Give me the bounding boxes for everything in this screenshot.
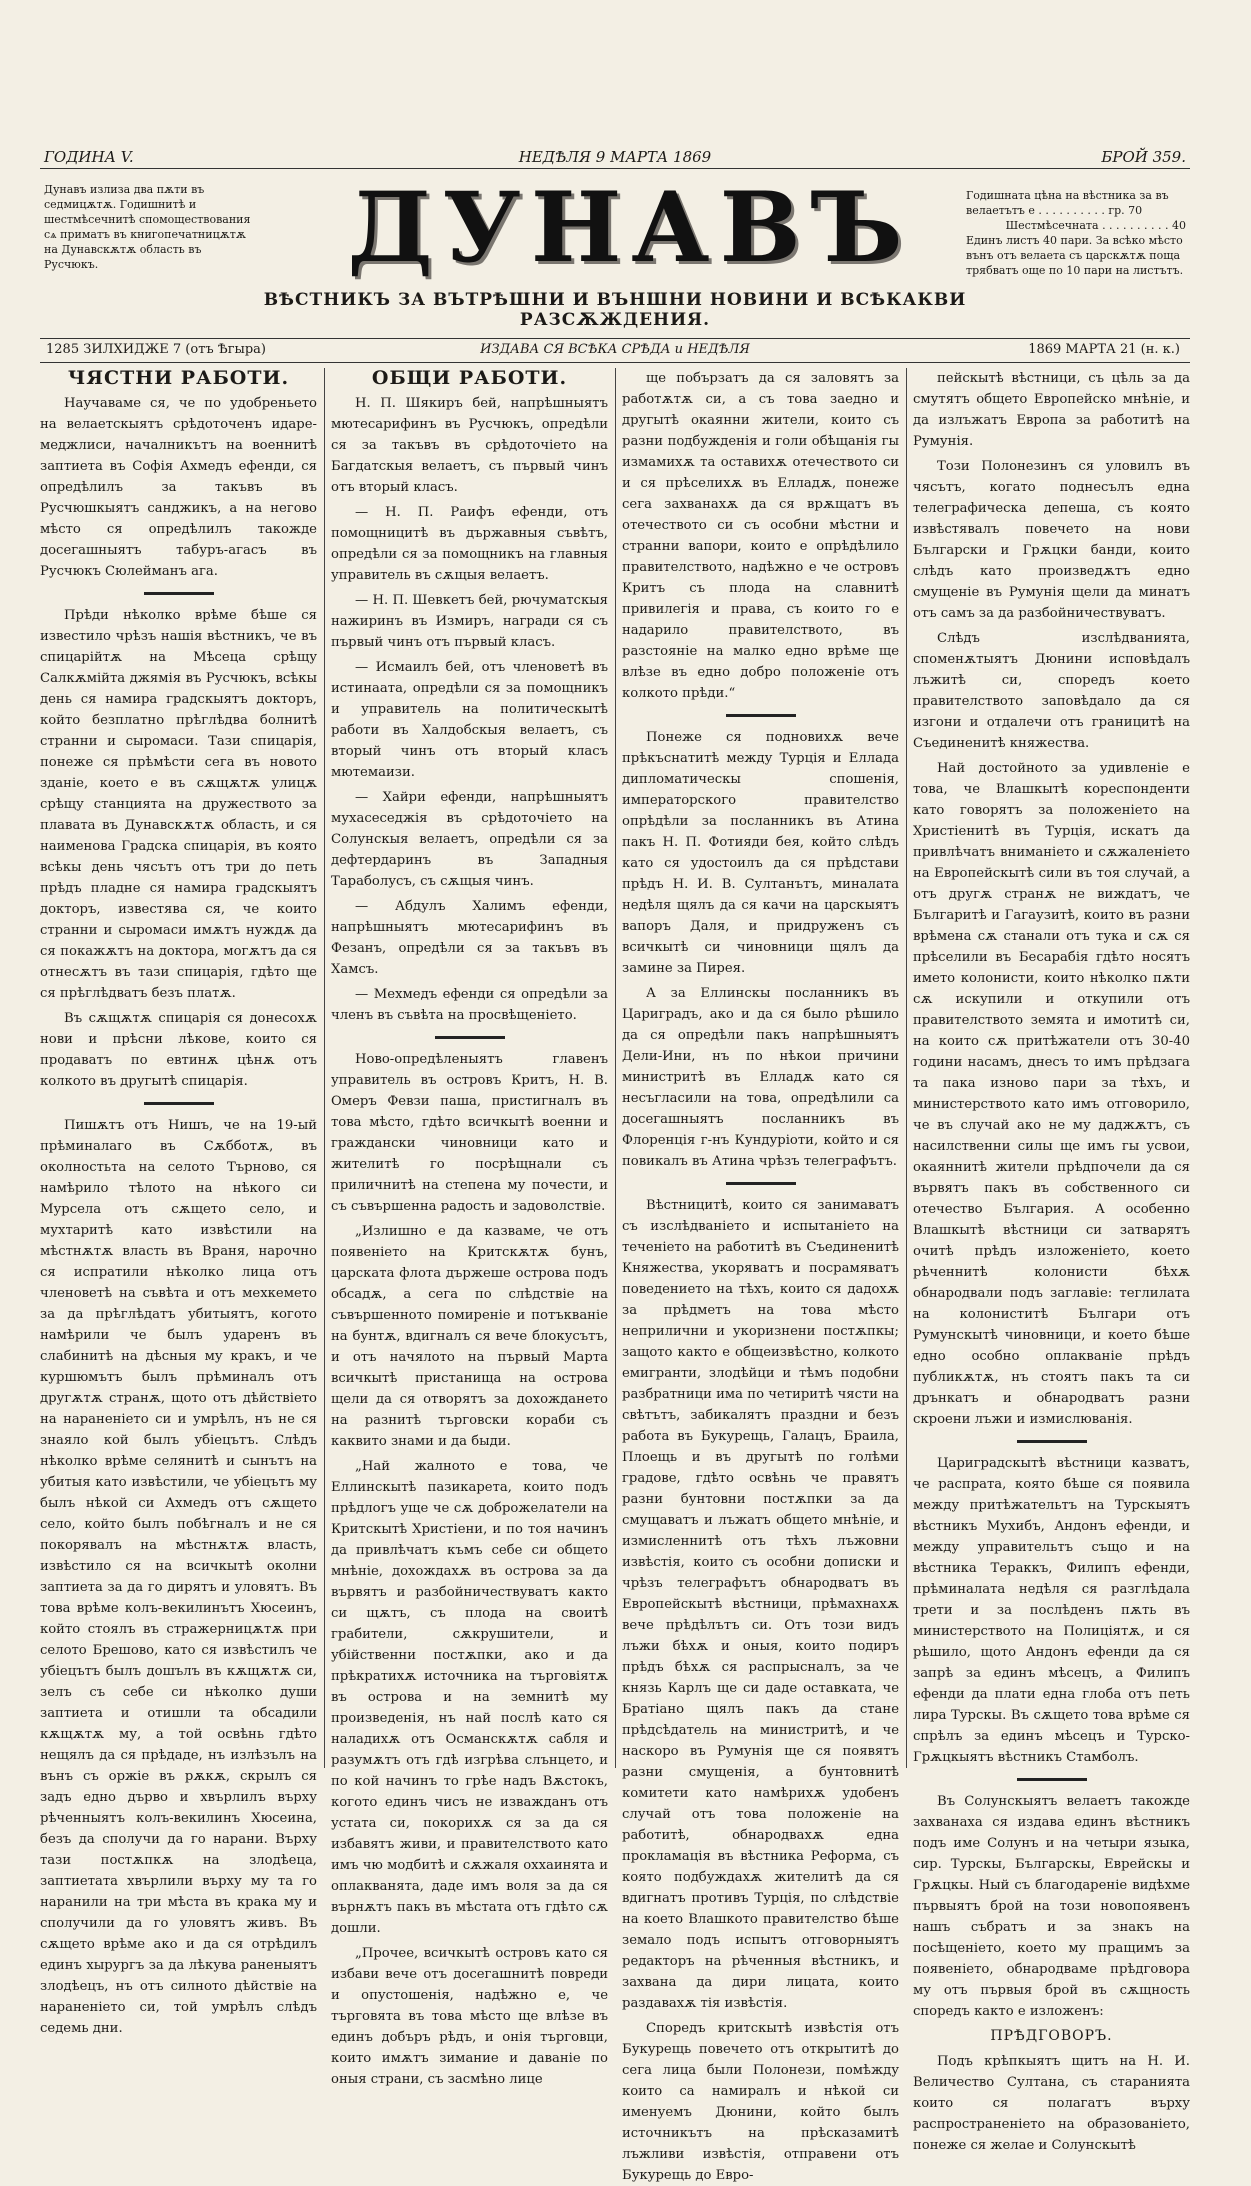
newspaper-title: ДУНАВЪ — [347, 171, 913, 284]
separator — [1017, 1778, 1087, 1781]
paragraph: — Н. П. Шевкетъ бей, рючуматскыя нажиринъ въ Измиръ, награди ся съ първый чинъ отъ първый класъ. — [331, 593, 608, 650]
paragraph: — Мехмедъ ефенди ся опредѣли за членъ въ съвѣта на просвѣщеніето. — [331, 987, 608, 1023]
section-heading: ЧЯСТНИ РАБОТИ. — [67, 367, 290, 389]
separator — [435, 1036, 505, 1039]
paragraph: — Исмаилъ бей, отъ членоветѣ въ истинаата, опредѣли ся за помощникъ и управитель на политическытѣ работи въ Халдобскыя велаетъ, съ вторый чинъ отъ вторый класъ мютемаизи. — [331, 660, 608, 780]
price-half-year: Шестмѣсечната . . . . . . . . . . 40 — [1005, 219, 1186, 232]
gregorian-date: 1869 МАРТА 21 (н. к.) — [1028, 342, 1180, 357]
paragraph: — Хайри ефенди, напрѣшныятъ мухасеседжія въ срѣдоточіето на Солунскыя велаетъ, опредѣли ся за дефтердаринъ въ Западныя Тараболусъ, съ сѫщыя чинъ. — [331, 790, 608, 889]
paragraph: Този Полонезинъ ся уловилъ въ чясътъ, когато поднесълъ една телеграфическа депеша, съ която извѣстявалъ повечето на нови Български и Грѫцки банди, които слѣдъ като произведѫтъ едно смущеніе въ Румунія щели да минатъ отъ самъ за да разбойничествуватъ. — [913, 459, 1190, 621]
paragraph: Н. П. Шякиръ бей, напрѣшныятъ мютесарифинъ въ Русчюкъ, опредѣли ся за такъвъ въ срѣдоточіето на Багдатскыя велаетъ, съ първый чинъ отъ вторый класъ. — [331, 396, 608, 495]
separator — [726, 714, 796, 717]
paragraph: — Н. П. Раифъ ефенди, отъ помощницитѣ въ държавныя съвѣтъ, опредѣли ся за помощникъ на главныя управитель въ сѫщыя велаетъ. — [331, 505, 608, 583]
column-2 — [331, 367, 608, 2087]
paragraph: Споредъ критскытѣ извѣстія отъ Букурещь повечето отъ открытитѣ до сега лица были Полонези, помѣжду които са намиралъ и нѣкой си именуемъ Дюнини, който былъ источникътъ на прѣсказамитѣ лъжливи извѣстія, отправени отъ Букурещь до Евро- — [622, 2021, 899, 2183]
dateline — [40, 338, 1190, 363]
masthead — [280, 171, 980, 288]
column-1 — [40, 367, 317, 2036]
paragraph: Научаваме ся, че по удобреньето на велаетскыятъ срѣдоточенъ идаре-меджлиси, началникътъ на военнитѣ заптиета въ Софія Ахмедъ ефенди, ся опредѣлилъ за такъвъ въ Русчюшкыятъ санджикъ, а на негово мѣсто ся опредѣлилъ такожде досегашныятъ табуръ-агасъ въ Русчюкъ Сюлейманъ ага. — [40, 396, 317, 579]
paragraph: А за Еллинскы посланникъ въ Цариградъ, ако и да ся было рѣшило да ся опредѣли пакъ напрѣшныятъ Дели-Ини, нъ по нѣкои причини министритѣ въ Елладѫ като ся несъгласили на това, опредѣлили са досегашныятъ посланникъ въ Флоренція г-нъ Кундуріоти, който и ся повикалъ въ Атина чрѣзъ телеграфътъ. — [622, 986, 899, 1169]
column-rule — [324, 368, 325, 1768]
price-note — [966, 188, 1186, 278]
hijri-date: 1285 ЗИЛХИДЖЕ 7 (отъ Ѣгыра) — [46, 342, 266, 357]
separator — [726, 1182, 796, 1185]
newspaper-page — [40, 140, 1190, 2183]
paragraph: Прѣди нѣколко врѣме бѣше ся известило чрѣзъ нашія вѣстникъ, че въ спицарійтѫ на Мѣсеца срѣщу Салкѫмійта джямія въ Русчюкъ, всѣкы день ся намира градскыятъ докторъ, който безплатно прѣглѣдва болнитѣ странни и сыромаси. Тази спицарія, понеже ся прѣмѣсти сега въ новото зданіе, което е въ сѫщѫтѫ улицѫ срѣщу станцията на дружеството за плавата въ Дунавскѫтѫ область, и ся наименова Градска спицарія, въ която всѣкы день чясътъ отъ три до петь прѣдъ пладне ся намира градскыятъ докторъ, известява ся, че които странни и сыромаси имѫтъ нуждѫ да ся покажѫтъ на доктора, могѫтъ да ся отнесѫтъ въ тази спицарія, гдѣто ще ся прѣглѣдватъ безъ платѫ. — [40, 608, 317, 1001]
top-line — [40, 148, 1190, 169]
paragraph: Ново-опредѣленыятъ главенъ управитель въ островъ Критъ, Н. В. Омеръ Февзи паша, пристигналъ въ това мѣсто, гдѣто всичкытѣ военни и граждански чиновници като и жителитѣ го посрѣщнали съ приличнитѣ на степена му почести, и съ съвършенна радость и задоволствіе. — [331, 1052, 608, 1214]
issue-date: НЕДѢЛЯ 9 МАРТА 1869 — [518, 148, 712, 166]
paragraph: Цариградскытѣ вѣстници казватъ, че распрата, която бѣше ся появила между притѣжательтъ на Турскыятъ вѣстникъ Мухибъ, Андонъ ефенди, и между управительтъ също и на вѣстника Тераккъ, Филипъ ефенди, прѣминалата недѣля ся разглѣдала трети и за послѣденъ пѫть въ министерството на Полиціятѫ, и ся рѣшило, щото Андонъ ефенди да ся запрѣ за единъ мѣсецъ, а Филипъ ефенди да плати една глоба отъ петь лира Турскы. Въ сѫщето това врѣме ся спрѣлъ за единъ мѣсецъ и Турско-Грѫцкыятъ вѣстникъ Стамболъ. — [913, 1456, 1190, 1765]
paragraph: Слѣдъ изслѣдванията, споменѫтыятъ Дюнини исповѣдалъ лъжитѣ си, споредъ което правителството заповѣдало да ся изгони и отдалечи отъ границитѣ на Съединенитѣ княжества. — [913, 631, 1190, 751]
price-annual: Годишната цѣна на вѣстника за въ велаетътъ е . . . . . . . . . . гр. 70 — [966, 189, 1169, 217]
paragraph: Понеже ся подновихѫ вече прѣкъснатитѣ между Турція и Еллада дипломатическы спошенія, императорского правителство опрѣдѣли за посланникъ въ Атина пакъ Н. П. Фотияди бея, който слѣдъ като ся удостоилъ да ся прѣдстави прѣдъ Н. И. В. Султанътъ, миналата недѣля щялъ да ся качи на царскыятъ вапоръ Даля, и придруженъ съ всичкытѣ си чиновници щялъ да замине за Пирея. — [622, 730, 899, 976]
paragraph: Въ сѫщѫтѫ спицарія ся донесохѫ нови и прѣсни лѣкове, които ся продаватъ по евтинѫ цѣнѫ отъ колкото въ другытѣ спицарія. — [40, 1011, 317, 1089]
paragraph: пейскытѣ вѣстници, съ цѣль за да смутятъ общето Европейско мнѣніе, и да излъжатъ Европа за работитѣ на Румунія. — [913, 371, 1190, 449]
publishing-schedule: ИЗДАВА СЯ ВСѢКА СРѢДА и НЕДѢЛЯ — [480, 342, 750, 357]
newspaper-subtitle: ВѢСТНИКЪ ЗА ВЪТРѢШНИ И ВЪНШНИ НОВИНИ И ВСѢКАКВИ РАЗСѪЖДЕНИЯ. — [263, 290, 967, 330]
price-sheet: Единъ листъ 40 пари. За всѣко мѣсто вънъ отъ велаета съ царскѫтѫ поща трябватъ още по 10 пари на листътъ. — [966, 234, 1184, 277]
paragraph: „Прочее, всичкытѣ островъ като ся избави вече отъ досегашнитѣ повреди и опустошенія, надѣжно е, че търговята въ това мѣсто ще влѣзе въ единъ добъръ рѣдъ, и онія търговци, които имѫтъ зимание и даваніе по оныя страни, съ засмѣно лице — [331, 1946, 608, 2087]
paragraph: „Най жалното е това, че Еллинскытѣ пазикарета, които подъ прѣдлогъ уще че сѫ доброжелатели на Критскытѣ Христіени, и по тоя начинъ да привлѣчатъ къмъ себе си общето мнѣніе, дохождахѫ въ острова за да вървятъ и разбойничествуватъ както си щѫтъ, съ плода на своитѣ грабители, сѫкрушители, и убійственни постѫпки, ако и да прѣкратихѫ источника на търговіятѫ въ острова и на земнитѣ му произведенія, нъ най послѣ като ся наладихѫ отъ Османскѫтѫ сабля и разумѫтъ отъ гдѣ изгрѣва слънцето, и по кой начинъ то грѣе надъ Вѫстокъ, когото единъ чисъ не изважданъ отъ устата си, покорихѫ ся за да ся избавятъ живи, и правителството като имъ чю модбитѣ и сѫжаля оххаинята и оплакванята, даде имъ воля за да ся върнѫтъ пакъ въ мѣстата отъ гдѣто сѫ дошли. — [331, 1459, 608, 1936]
subheading: ПРѢДГОВОРЪ. — [990, 2028, 1113, 2044]
issue-number: БРОЙ 359. — [1101, 148, 1186, 166]
paragraph: Подъ крѣпкыятъ щитъ на Н. И. Величество Султана, съ старанията които ся полагатъ върху распространеніето на образованіето, понеже ся желае и Солунскытѣ — [913, 2054, 1190, 2153]
paragraph: ще побързатъ да ся заловятъ за работѫтѫ си, а съ това заедно и другытѣ окаянни жители, които съ разни подбужденія и голи обѣщанія гы измамихѫ та оставихѫ отечеството си и ся прѣселихѫ въ Елладѫ, понеже сега захванахѫ да ся врѫщатъ въ отечеството си съ особни мѣстни и странни вапори, които е опрѣдѣлило правителството, надѣжно е че островъ Критъ съ плода на славнитѣ привилегія и права, съ които го е надарило правителството, въ разстояніе на малко едно врѣме ще влѣзе въ едно добро положеніе отъ колкото прѣди.“ — [622, 371, 899, 701]
column-3 — [622, 368, 899, 2183]
separator — [1017, 1440, 1087, 1443]
column-rule — [906, 368, 907, 1768]
paragraph: Въ Солунскыятъ велаетъ такожде захванаха ся издава единъ вѣстникъ подъ име Солунъ и на четыри языка, сир. Турскы, Българскы, Еврейскы и Грѫцкы. Ный съ благодареніе видѣхме първыятъ брой на този новопоявенъ нашъ събратъ и за знакъ на посѣщеніето, което му пращимъ за появеніето, обнародваме прѣдговора му отъ първыя брой въ сѫщность споредъ както е изложенъ: — [913, 1794, 1190, 2019]
article-columns — [40, 367, 1190, 2183]
paragraph: Вѣстницитѣ, които ся занимаватъ съ изслѣдваніето и испытаніето на теченіето на работитѣ въ Съединенитѣ Княжества, укоряватъ и посрамяватъ поведението на тѣхъ, които ся дадохѫ за прѣдметъ на това мѣсто неприлични и укоризнени постѫпкы; защото както е общеизвѣстно, колкото емигранти, злодѣйци и тѣмъ подобни разбратници има по четиритѣ чясти на свѣтътъ, забикалятъ праздни и безъ работа въ Букурещь, Галацъ, Браила, Плоещь и въ другытѣ по голѣми градове, гдѣто освѣнь че правятъ разни бунтовни постѫпки за да смущаватъ и лъжатъ общето мнѣніе, и измисленнитѣ отъ тѣхъ лъжовни извѣстія, които съ особни дописки и чрѣзъ телеграфътъ обнародватъ въ Европейскытѣ вѣстници, прѣмахнахѫ вече прѣдѣлътъ си. Отъ този видъ лъжи бѣхѫ и оныя, които подиръ прѣдъ бѣхѫ ся распрысналъ, за че князь Карлъ ще си даде оставката, че Братіано щялъ пакъ да стане прѣдсѣдатель на министритѣ, и че наскоро въ Румунія ще ся появятъ разни смущенія, а бунтовнитѣ комитети като намѣрихѫ удобенъ случай отъ това положеніе на работитѣ, обнародвахѫ една прокламація въ вѣстника Реформа, съ която подбуждахѫ жителитѣ да ся вдигнатъ противъ Турція, по слѣдствіе на което Влашкото правителство бѣше земало подъ испытъ отговорныятъ редакторъ на рѣченныя вѣстникъ, и захвана да дири лицата, които раздавахѫ тія извѣстія. — [622, 1198, 899, 2011]
year-label: ГОДИНА V. — [44, 148, 134, 166]
paragraph: Пишѫтъ отъ Нишъ, че на 19-ый прѣминалаго въ Сѫбботѫ, въ околностьта на селото Търново, ся намѣрило тѣлото на нѣкого си Мурсела отъ сѫщето село, и мухтаритѣ като извѣстили на мѣстнѫтѫ власть въ Враня, нарочно ся испратили нѣколко лица отъ членоветѣ на съвѣта и отъ мехкемето за да прѣглѣдатъ убитыятъ, когото намѣрили че былъ ударенъ въ слабинитѣ на дѣсныя му кракъ, и че куршюмътъ былъ прѣминалъ отъ другѫтѫ странѫ, щото отъ дѣйствіето на нараненіето си и умрѣлъ, нъ не ся знаяло кой былъ убіецътъ. Слѣдъ нѣколко врѣме селянитѣ и сынътъ на убитыя като извѣстили, че убіецътъ му былъ нѣкой си Ахмедъ отъ сѫщето село, който былъ побѣгналъ и не ся покорявалъ на мѣстнѫтѫ власть, извѣстило ся на всичкытѣ околни заптиета за да го дирятъ и уловятъ. Въ това врѣме колъ-векилинътъ Хюсеинъ, който стоялъ въ стражерницѫтѫ при селото Брешово, като ся извѣстилъ че убіецътъ былъ дошълъ въ кѫщѫтѫ си, зелъ съ себе си нѣколко души заптиета и отишли та обсадили кѫщѫтѫ му, а той освѣнь гдѣто нещялъ да ся прѣдаде, нъ излѣзълъ на вънъ съ оржіе въ рѫкѫ, скрылъ ся задъ едно дърво и хвърлилъ върху рѣченныятъ колъ-векилинъ Хюсеина, безъ да сполучи да го нарани. Върху тази постѫпкѫ на злодѣеца, заптиетата хвърлили върху му та го наранили на три мѣста въ крака му и сполучили да го уловятъ живъ. Въ сѫщето врѣме ако и да ся отрѣдилъ единъ хырургъ за да лѣкува раненыятъ злодѣецъ, нъ отъ силното дѣйствіе на нараненіето си, той умрѣлъ слѣдъ седемь дни. — [40, 1118, 317, 2036]
separator — [144, 1102, 214, 1105]
separator — [144, 592, 214, 595]
paragraph: Най достойното за удивленіе е това, че Влашкытѣ кореспонденти като говорятъ за положеніето на Христіенитѣ въ Турція, искатъ да привлѣчатъ вниманіето и сѫжаленіето на Европейскытѣ сили въ тоя случай, а отъ другѫ странѫ не виждатъ, че Българитѣ и Гагаузитѣ, които въ разни врѣмена сѫ станали отъ тука и сѫ ся прѣселили въ Бесарабія гдѣто носятъ името колонисти, които нѣколко пѫти сѫ искупили и откупили отъ правителството земята и имотитѣ си, на които сѫ притѣжатели отъ 30-40 години насамъ, днесъ то имъ прѣдзага та пака изново пари за тѣхъ, и министерството като имъ отговорило, че въ случай ако не му даджѫтъ, съ насилственни силы ще имъ гы усвои, окаяннитѣ жители прѣдпочели да ся вървятъ пакъ въ собственного си отечество България. А особенно Влашкытѣ вѣстници си затварятъ очитѣ прѣдъ изложеніето, което рѣченнитѣ колонисти бѣхѫ обнародвали подъ заглавіе: теглилата на колониститѣ Българи отъ Румунскытѣ чиновници, и което бѣше едно особно оплакваніе прѣдъ публикѫтѫ, нъ стоятъ пакъ та си дрънкатъ и обнародватъ разни скроени лъжи и измислюванія. — [913, 761, 1190, 1427]
publication-note: Дунавъ излиза два пѫти въ седмицѫтѫ. Годишнитѣ и шестмѣсечнитѣ спомоществования сѧ приматъ въ книгопечатницѫтѫ на Дунавскѫтѫ область въ Русчюкъ. — [44, 183, 251, 271]
paragraph: „Излишно е да казваме, че отъ появеніето на Критскѫтѫ бунъ, царската флота държеше острова подъ обсадѫ, а сега по слѣдствіе на съвършенното помиреніе и потъкваніе на бунтѫ, вдигналъ ся вече блокусътъ, и отъ начялото на първый Марта всичкытѣ пристанища на острова щели да ся отворятъ за дохождането на разнитѣ търговски кораби съ каквито знами и да быди. — [331, 1224, 608, 1449]
section-heading: ОБЩИ РАБОТИ. — [371, 367, 568, 389]
column-rule — [615, 368, 616, 1768]
paragraph: — Абдулъ Халимъ ефенди, напрѣшныятъ мютесарифинъ въ Фезанъ, опредѣли ся за такъвъ въ Хамсъ. — [331, 899, 608, 977]
column-4 — [913, 368, 1190, 2153]
